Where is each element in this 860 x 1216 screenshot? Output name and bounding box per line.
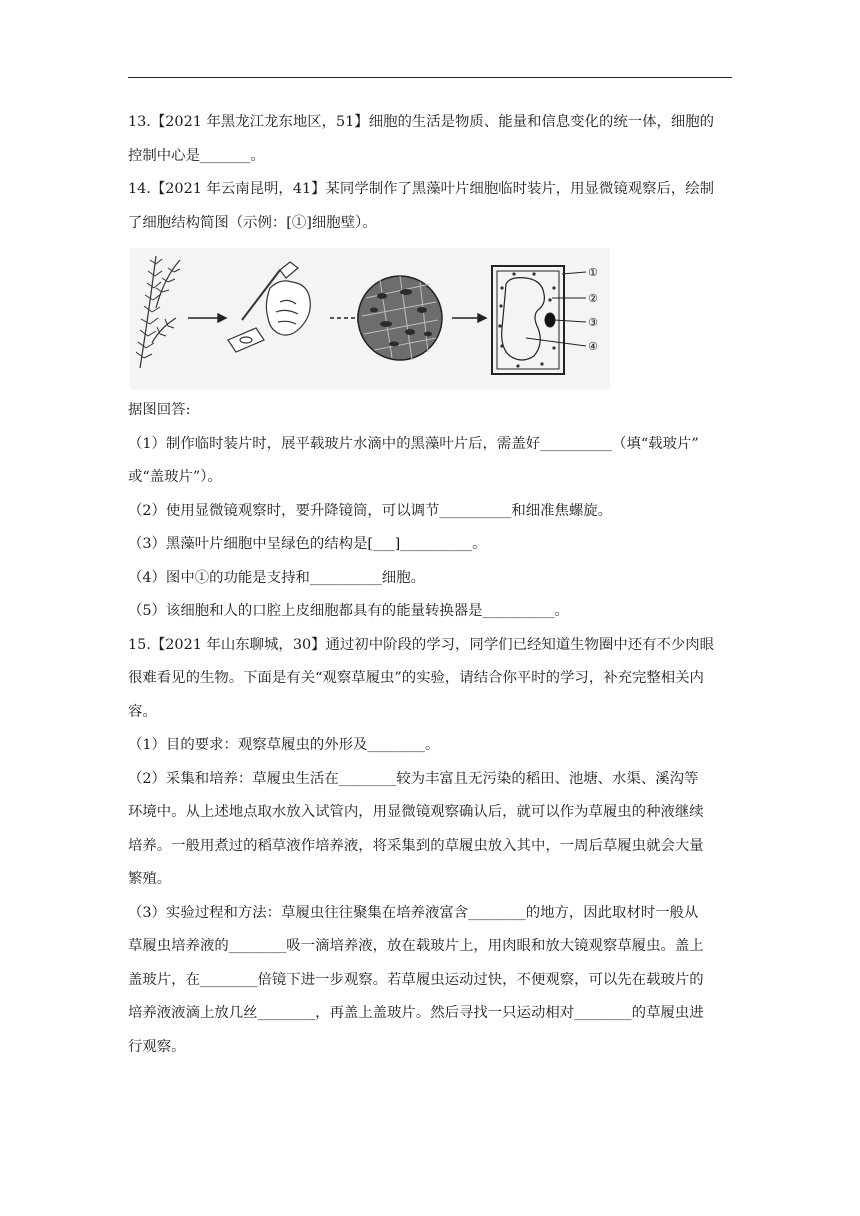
figure-label-2: ② bbox=[588, 292, 598, 305]
figure-label-4: ④ bbox=[588, 340, 598, 353]
q14-sub1-line1: （1）制作临时装片时，展平载玻片水滴中的黑藻叶片后，需盖好__________（填“载玻片” bbox=[128, 435, 699, 452]
q15-sub3-line4: 培养液液滴上放几丝________，再盖上盖玻片。然后寻找一只运动相对________的草履虫进 bbox=[128, 1005, 704, 1021]
header-rule bbox=[128, 77, 732, 78]
microscope-view-drawing bbox=[358, 276, 442, 360]
figure-label-3: ③ bbox=[588, 316, 598, 329]
q15-sub2-line3: 培养。一般用煮过的稻草液作培养液，将采集到的草履虫放入其中，一周后草履虫就会大量 bbox=[128, 837, 704, 854]
q15-sub3-line3: 盖玻片，在________倍镜下进一步观察。若草履虫运动过快，不便观察，可以先在载玻片的 bbox=[128, 971, 704, 988]
q13-line2: 控制中心是_______。 bbox=[128, 147, 265, 164]
q14-sub2: （2）使用显微镜观察时，要升降镜筒，可以调节__________和细准焦螺旋。 bbox=[128, 502, 613, 519]
q15-sub1: （1）目的要求：观察草履虫的外形及________。 bbox=[128, 737, 440, 753]
q15-sub3-line1: （3）实验过程和方法：草履虫往往聚集在培养液富含________的地方，因此取材时一般从 bbox=[128, 904, 699, 921]
q14-line1: 14.【2021 年云南昆明，41】某同学制作了黑藻叶片细胞临时装片，用显微镜观察后，绘制 bbox=[128, 181, 715, 197]
q15-line1: 15.【2021 年山东聊城，30】通过初中阶段的学习，同学们已经知道生物圈中还有不少肉眼 bbox=[128, 636, 715, 653]
q15-sub3-line2: 草履虫培养液的________吸一滴培养液，放在载玻片上，用肉眼和放大镜观察草履虫。盖上 bbox=[128, 938, 704, 954]
figure-svg bbox=[130, 248, 610, 390]
q14-line2: 了细胞结构简图（示例：[①]细胞壁）。 bbox=[128, 214, 377, 231]
document-body bbox=[128, 106, 732, 1064]
q15-sub2-line4: 繁殖。 bbox=[128, 871, 172, 887]
cell-structure-figure bbox=[130, 248, 610, 390]
q15-sub2-line2: 环境中。从上述地点取水放入试管内，用显微镜观察确认后，就可以作为草履虫的种液继续 bbox=[128, 804, 704, 820]
q15-line2: 很难看见的生物。下面是有关“观察草履虫”的实验，请结合你平时的学习，补充完整相关内 bbox=[128, 670, 704, 686]
q15-line3: 容。 bbox=[128, 703, 157, 720]
q15-sub2-line1: （2）采集和培养：草履虫生活在________较为丰富且无污染的稻田、池塘、水渠、溪沟等 bbox=[128, 770, 699, 787]
q14-answer-intro: 据图回答: bbox=[128, 402, 191, 418]
q14-sub4: （4）图中①的功能是支持和__________细胞。 bbox=[128, 569, 425, 586]
q14-sub5: （5）该细胞和人的口腔上皮细胞都具有的能量转换器是__________。 bbox=[128, 603, 569, 619]
q14-sub3: （3）黑藻叶片细胞中呈绿色的结构是[___]__________。 bbox=[128, 536, 487, 552]
q15-sub3-line5: 行观察。 bbox=[128, 1038, 186, 1055]
q13-line1: 13.【2021 年黑龙江龙东地区，51】细胞的生活是物质、能量和信息变化的统一体，细胞的 bbox=[128, 114, 715, 130]
q14-sub1-line2: 或“盖玻片”）。 bbox=[128, 469, 222, 485]
figure-label-1: ① bbox=[588, 266, 598, 279]
